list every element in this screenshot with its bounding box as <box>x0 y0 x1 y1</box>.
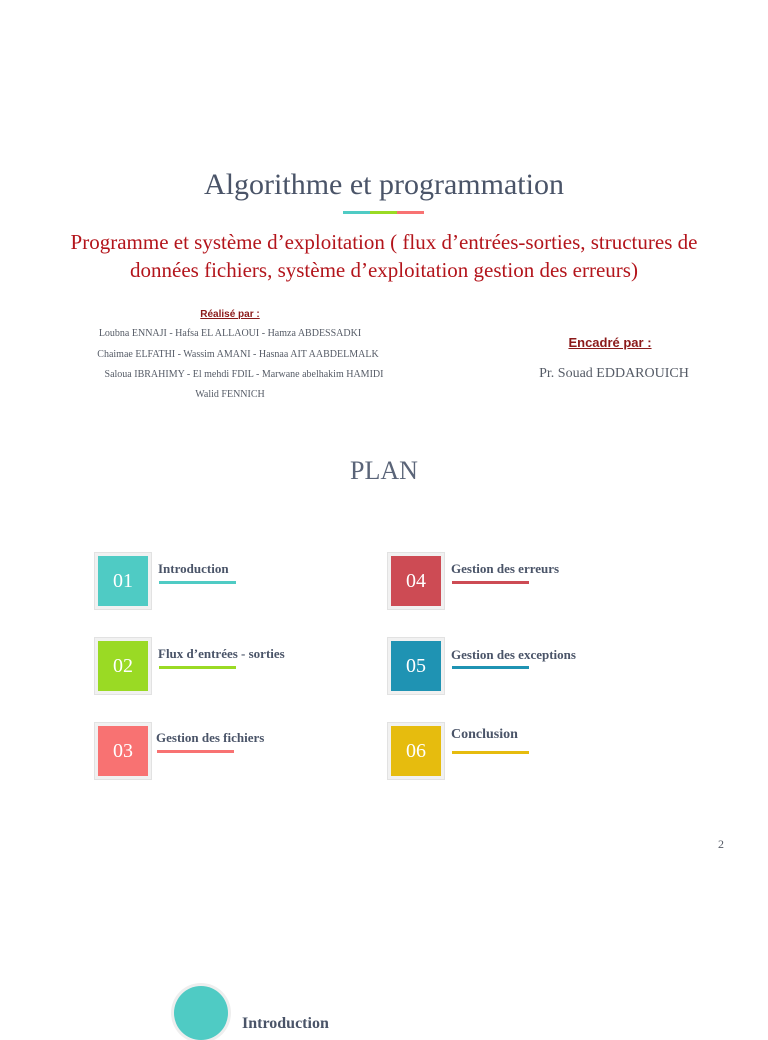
plan-item-fichiers[interactable] <box>98 726 358 786</box>
document-title: Algorithme et programmation <box>204 168 564 201</box>
author-line-2: Chaimae ELFATHI - Wassim AMANI - Hasnaa AIT AABDELMALK <box>97 349 379 360</box>
plan-item-label: Gestion des erreurs <box>451 561 560 576</box>
plan-item-erreurs[interactable] <box>391 556 651 616</box>
plan-item-underline <box>452 581 529 584</box>
title-rule-coral <box>397 211 424 214</box>
subtitle-line-1: Programme et système d’exploitation ( flux d’entrées-sorties, structures de <box>70 230 698 254</box>
plan-number-04: 04 <box>391 556 441 606</box>
plan-item-label: Conclusion <box>451 727 518 742</box>
subtitle-line-2: données fichiers, système d’exploitation gestion des erreurs) <box>130 258 638 282</box>
next-slide-label: Introduction <box>242 1015 329 1032</box>
plan-item-label: Flux d’entrées - sorties <box>158 646 285 661</box>
document-subtitle <box>20 228 748 284</box>
author-line-4: Walid FENNICH <box>195 389 265 400</box>
plan-item-conclusion[interactable] <box>391 726 651 786</box>
plan-item-underline <box>452 666 529 669</box>
title-rule-teal <box>343 211 370 214</box>
plan-number-05: 05 <box>391 641 441 691</box>
plan-item-label: Gestion des exceptions <box>451 647 576 662</box>
author-line-3: Saloua IBRAHIMY - El mehdi FDIL - Marwane abelhakim HAMIDI <box>104 369 384 380</box>
plan-title: PLAN <box>350 456 418 485</box>
page-number: 2 <box>718 837 724 851</box>
plan-item-label: Introduction <box>158 561 229 576</box>
supervisor-label: Encadré par : <box>568 335 652 350</box>
authors-label: Réalisé par : <box>200 309 260 320</box>
author-line-1: Loubna ENNAJI - Hafsa EL ALLAOUI - Hamza ABDESSADKI <box>98 328 362 339</box>
next-slide-circle-icon <box>174 986 228 1040</box>
plan-item-underline <box>452 751 529 754</box>
plan-number-02: 02 <box>98 641 148 691</box>
plan-number-01: 01 <box>98 556 148 606</box>
plan-item-underline <box>159 581 236 584</box>
plan-item-underline <box>159 666 236 669</box>
plan-item-underline <box>157 750 234 753</box>
plan-item-flux[interactable] <box>98 641 358 701</box>
plan-item-introduction[interactable] <box>98 556 358 616</box>
plan-item-label: Gestion des fichiers <box>156 730 265 745</box>
plan-item-exceptions[interactable] <box>391 641 651 701</box>
plan-number-03: 03 <box>98 726 148 776</box>
title-rule-green <box>370 211 397 214</box>
plan-number-06: 06 <box>391 726 441 776</box>
supervisor-name: Pr. Souad EDDAROUICH <box>539 366 689 381</box>
